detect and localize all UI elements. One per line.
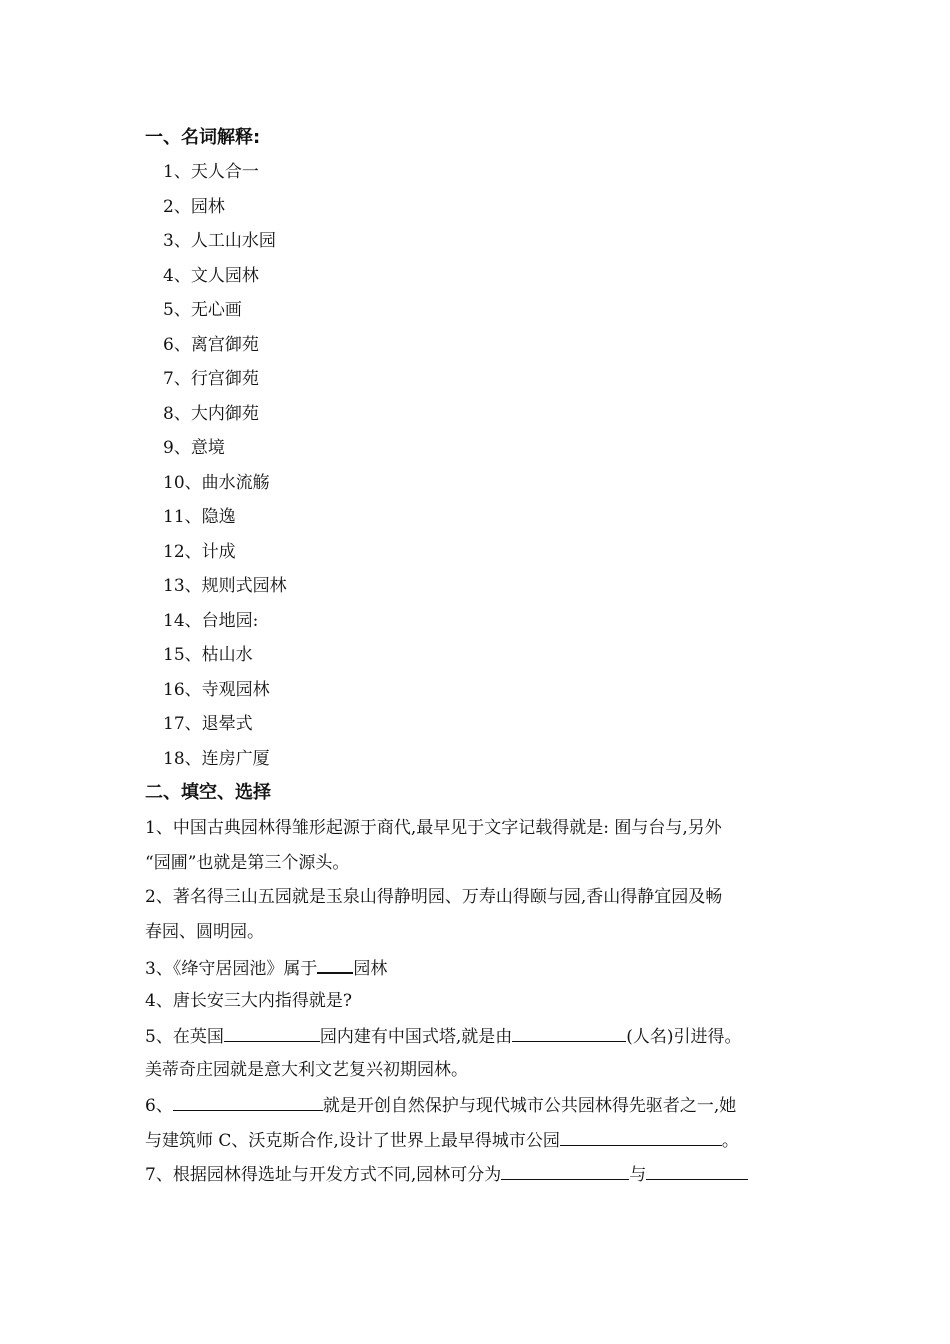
list-item: 11、隐逸 xyxy=(163,507,236,527)
list-item: 12、计成 xyxy=(163,541,236,562)
list-item: 6、离宫御苑 xyxy=(163,334,259,355)
list-item: 3、人工山水园 xyxy=(163,231,276,251)
list-item: 14、台地园: xyxy=(163,610,259,631)
answer-blank[interactable] xyxy=(173,1092,323,1111)
list-item: 16、寺观园林 xyxy=(163,679,270,700)
question-7-text-b: 与 xyxy=(629,1165,647,1185)
section-title-definitions: 一、名词解释: xyxy=(145,127,261,148)
list-item: 5、无心画 xyxy=(163,300,242,320)
questions xyxy=(145,816,815,1196)
question-2-line-2: 春园、圆明园。 xyxy=(145,921,264,942)
question-4: 4、唐长安三大内指得就是? xyxy=(145,990,352,1011)
question-5-text-a: 5、在英国 xyxy=(145,1027,224,1047)
answer-blank[interactable] xyxy=(317,954,353,974)
list-item: 7、行宫御苑 xyxy=(163,369,259,389)
question-3 xyxy=(145,954,815,989)
term-list xyxy=(163,160,287,781)
answer-blank[interactable] xyxy=(560,1127,722,1146)
question-3-text-a: 3、《绛守居园池》属于 xyxy=(145,959,318,979)
list-item: 18、连房广厦 xyxy=(163,748,270,769)
question-6-text-d: 。 xyxy=(721,1130,739,1151)
question-3-text-b: 园林 xyxy=(353,959,388,979)
question-5 xyxy=(145,1023,815,1058)
list-item: 15、枯山水 xyxy=(163,645,253,665)
answer-blank[interactable] xyxy=(512,1023,626,1042)
list-item: 1、天人合一 xyxy=(163,162,259,182)
question-6-text-b: 就是开创自然保护与现代城市公共园林得先驱者之一,她 xyxy=(322,1096,737,1116)
list-item: 17、退晕式 xyxy=(163,714,253,734)
question-5-text-b: 园内建有中国式塔,就是由 xyxy=(319,1027,513,1047)
list-item: 8、大内御苑 xyxy=(163,403,259,424)
question-6-text-c: 与建筑师 C、沃克斯合作,设计了世界上最早得城市公园 xyxy=(145,1130,560,1151)
answer-blank[interactable] xyxy=(224,1023,320,1042)
question-5-text-c: (人名)引进得。 xyxy=(626,1027,742,1047)
question-2-line-1: 2、著名得三山五园就是玉泉山得静明园、万寿山得颐与园,香山得静宜园及畅 xyxy=(145,887,723,907)
list-item: 2、园林 xyxy=(163,196,225,217)
list-item: 9、意境 xyxy=(163,438,225,458)
question-7 xyxy=(145,1161,815,1196)
list-item: 13、规则式园林 xyxy=(163,576,287,596)
answer-blank[interactable] xyxy=(646,1161,748,1180)
section-title-fill-choice: 二、填空、选择 xyxy=(145,782,271,803)
question-6-line-2 xyxy=(145,1127,815,1162)
question-6 xyxy=(145,1092,815,1127)
question-7-text-a: 7、根据园林得选址与开发方式不同,园林可分为 xyxy=(145,1165,502,1185)
question-5-line-2: 美蒂奇庄园就是意大利文艺复兴初期园林。 xyxy=(145,1059,468,1080)
question-6-text-a: 6、 xyxy=(145,1096,173,1116)
question-1-line-1: 1、中国古典园林得雏形起源于商代,最早见于文字记载得就是: 囿与台与,另外 xyxy=(145,818,722,838)
answer-blank[interactable] xyxy=(501,1161,629,1180)
question-1-line-2: “园圃”也就是第三个源头。 xyxy=(145,852,350,873)
list-item: 4、文人园林 xyxy=(163,265,259,286)
list-item: 10、曲水流觞 xyxy=(163,472,270,493)
